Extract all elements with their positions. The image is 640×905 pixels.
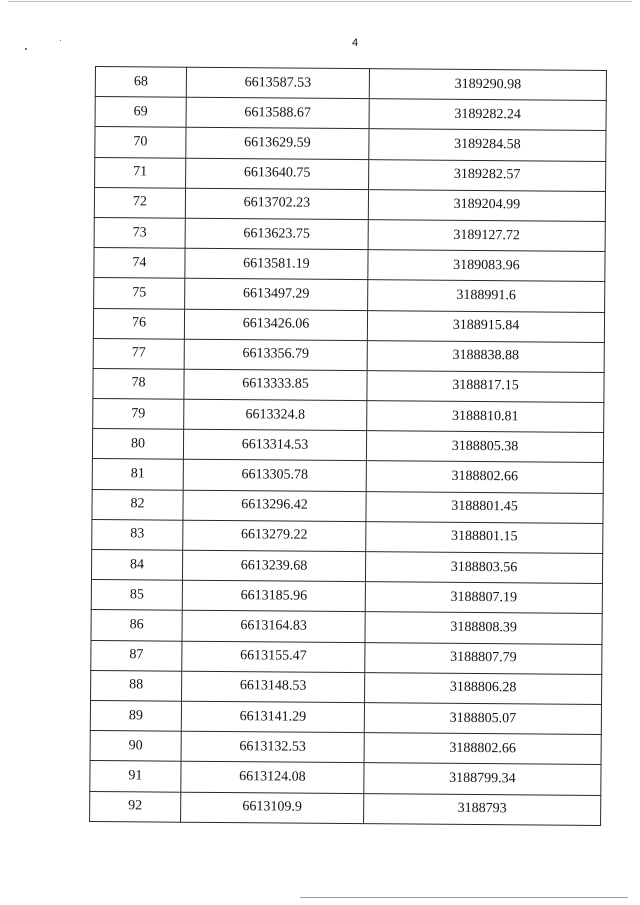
x-coordinate-cell: 6613132.53: [181, 731, 364, 763]
table-row: [92, 459, 603, 493]
y-coordinate-cell: 3189282.24: [369, 99, 606, 131]
table-row: [94, 278, 605, 312]
table-row: [90, 791, 601, 825]
page-number: 4: [351, 37, 359, 49]
y-coordinate-cell: 3188915.84: [367, 310, 604, 342]
x-coordinate-cell: 6613164.83: [182, 611, 365, 643]
table-row: [93, 399, 604, 433]
x-coordinate-cell: 6613279.22: [183, 520, 366, 552]
point-number-cell: 75: [94, 278, 185, 309]
point-number-cell: 87: [91, 640, 182, 671]
x-coordinate-cell: 6613155.47: [182, 641, 365, 673]
table-row: [91, 610, 602, 644]
point-number-cell: 84: [91, 549, 182, 580]
x-coordinate-cell: 6613629.59: [186, 128, 369, 160]
x-coordinate-cell: 6613124.08: [181, 762, 364, 794]
y-coordinate-cell: 3188810.81: [367, 401, 604, 433]
x-coordinate-cell: 6613148.53: [182, 671, 365, 703]
table-row: [94, 217, 605, 251]
x-coordinate-cell: 6613356.79: [184, 339, 367, 371]
x-coordinate-cell: 6613426.06: [184, 309, 367, 341]
table-row: [95, 157, 606, 191]
table-row: [95, 127, 606, 161]
y-coordinate-cell: 3188808.39: [365, 612, 602, 644]
y-coordinate-cell: 3188801.45: [366, 491, 603, 523]
point-number-cell: 80: [92, 429, 183, 460]
coordinates-table: [89, 66, 607, 826]
x-coordinate-cell: 6613333.85: [184, 369, 367, 401]
x-coordinate-cell: 6613314.53: [183, 429, 366, 461]
x-coordinate-cell: 6613702.23: [185, 188, 368, 220]
x-coordinate-cell: 6613324.8: [184, 399, 367, 431]
point-number-cell: 92: [90, 791, 181, 822]
x-coordinate-cell: 6613623.75: [185, 218, 368, 250]
y-coordinate-cell: 3188793: [364, 793, 601, 825]
x-coordinate-cell: 6613109.9: [181, 792, 364, 824]
y-coordinate-cell: 3188799.34: [364, 763, 601, 795]
point-number-cell: 69: [95, 97, 186, 128]
y-coordinate-cell: 3188805.38: [366, 431, 603, 463]
table-row: [91, 640, 602, 674]
table-row: [93, 338, 604, 372]
table-row: [94, 248, 605, 282]
table-row: [92, 429, 603, 463]
table-row: [94, 187, 605, 221]
y-coordinate-cell: 3188805.07: [364, 703, 601, 735]
y-coordinate-cell: 3188838.88: [367, 340, 604, 372]
point-number-cell: 85: [91, 580, 182, 611]
table-row: [95, 97, 606, 131]
y-coordinate-cell: 3188802.66: [366, 461, 603, 493]
coordinates-table-wrapper: [89, 66, 606, 826]
point-number-cell: 76: [93, 308, 184, 339]
x-coordinate-cell: 6613141.29: [181, 701, 364, 733]
point-number-cell: 77: [93, 338, 184, 369]
y-coordinate-cell: 3188801.15: [366, 521, 603, 553]
y-coordinate-cell: 3188807.79: [365, 642, 602, 674]
y-coordinate-cell: 3188807.19: [365, 582, 602, 614]
x-coordinate-cell: 6613588.67: [186, 97, 369, 129]
x-coordinate-cell: 6613587.53: [186, 67, 369, 99]
y-coordinate-cell: 3189282.57: [369, 159, 606, 191]
y-coordinate-cell: 3189083.96: [368, 250, 605, 282]
x-coordinate-cell: 6613296.42: [183, 490, 366, 522]
point-number-cell: 86: [91, 610, 182, 641]
point-number-cell: 83: [92, 519, 183, 550]
point-number-cell: 68: [95, 67, 186, 98]
y-coordinate-cell: 3189204.99: [368, 189, 605, 221]
point-number-cell: 91: [90, 761, 181, 792]
point-number-cell: 79: [93, 399, 184, 430]
point-number-cell: 78: [93, 368, 184, 399]
point-number-cell: 89: [90, 700, 181, 731]
x-coordinate-cell: 6613239.68: [182, 550, 365, 582]
table-row: [90, 731, 601, 765]
y-coordinate-cell: 3188802.66: [364, 733, 601, 765]
point-number-cell: 72: [94, 187, 185, 218]
point-number-cell: 71: [95, 157, 186, 188]
y-coordinate-cell: 3189284.58: [369, 129, 606, 161]
point-number-cell: 81: [92, 459, 183, 490]
y-coordinate-cell: 3189127.72: [368, 220, 605, 252]
point-number-cell: 70: [95, 127, 186, 158]
y-coordinate-cell: 3188803.56: [365, 552, 602, 584]
point-number-cell: 73: [94, 217, 185, 248]
point-number-cell: 88: [91, 670, 182, 701]
page-bottom-edge: [300, 897, 628, 898]
table-row: [93, 368, 604, 402]
point-number-cell: 90: [90, 731, 181, 762]
page-top-edge: [8, 1, 632, 2]
y-coordinate-cell: 3189290.98: [369, 69, 606, 101]
point-number-cell: 82: [92, 489, 183, 520]
table-row: [93, 308, 604, 342]
y-coordinate-cell: 3188806.28: [365, 672, 602, 704]
x-coordinate-cell: 6613305.78: [183, 460, 366, 492]
table-row: [91, 580, 602, 614]
x-coordinate-cell: 6613640.75: [186, 158, 369, 190]
scan-speck: [60, 40, 61, 41]
scan-speck: [25, 48, 27, 50]
x-coordinate-cell: 6613581.19: [185, 248, 368, 280]
table-row: [90, 761, 601, 795]
y-coordinate-cell: 3188817.15: [367, 371, 604, 403]
table-row: [91, 670, 602, 704]
table-row: [95, 67, 606, 101]
table-row: [91, 549, 602, 583]
x-coordinate-cell: 6613497.29: [185, 279, 368, 311]
y-coordinate-cell: 3188991.6: [368, 280, 605, 312]
table-row: [92, 519, 603, 553]
table-row: [90, 700, 601, 734]
x-coordinate-cell: 6613185.96: [182, 580, 365, 612]
point-number-cell: 74: [94, 248, 185, 279]
table-row: [92, 489, 603, 523]
